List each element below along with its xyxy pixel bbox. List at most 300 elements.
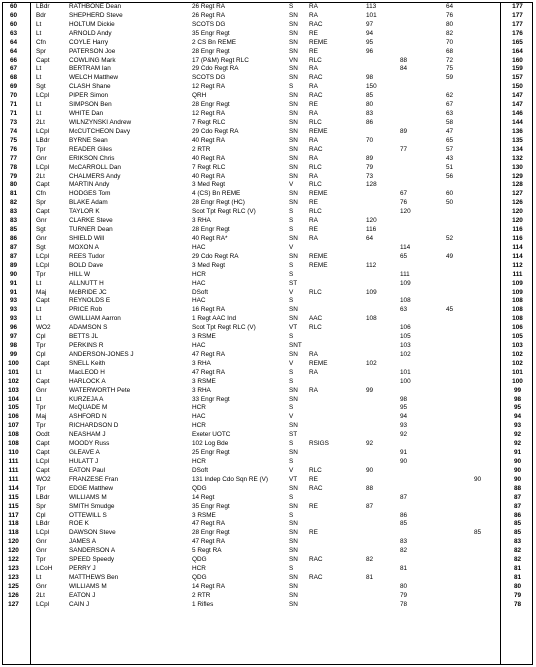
position-cell: 97 bbox=[9, 333, 18, 341]
rank-cell: Gnr bbox=[36, 538, 47, 546]
score-2-cell: 83 bbox=[400, 538, 408, 546]
rank-cell: Lt bbox=[36, 306, 42, 314]
class-cell: SN bbox=[289, 547, 298, 555]
competitor-name-cell: COYLE Harry bbox=[69, 38, 109, 46]
position-cell: 85 bbox=[9, 226, 18, 234]
table-row bbox=[3, 297, 532, 306]
position-cell: 70 bbox=[9, 92, 18, 100]
unit-cell: 3 RHA bbox=[192, 217, 211, 225]
corps-cell: RE bbox=[309, 29, 318, 37]
score-2-cell: 85 bbox=[400, 520, 408, 528]
unit-cell: 35 Engr Regt bbox=[192, 29, 230, 37]
unit-cell: 28 Engr Regt bbox=[192, 47, 230, 55]
table-row bbox=[3, 494, 532, 503]
unit-cell: 47 Regt RA bbox=[192, 350, 226, 358]
score-2-cell: 102 bbox=[400, 350, 411, 358]
total-cell: 105 bbox=[512, 333, 523, 341]
total-cell: 109 bbox=[512, 279, 523, 287]
total-cell: 177 bbox=[512, 3, 523, 10]
rank-cell: Cpl bbox=[36, 350, 46, 358]
rank-cell: Capt bbox=[36, 466, 50, 474]
total-cell: 90 bbox=[513, 475, 522, 483]
competitor-name-cell: GLEAVE A bbox=[69, 449, 100, 457]
table-row bbox=[3, 137, 532, 146]
total-cell: 108 bbox=[512, 297, 523, 305]
competitor-name-cell: MARTIN Andy bbox=[69, 181, 110, 189]
corps-cell: REME bbox=[309, 38, 328, 46]
unit-cell: QDG bbox=[192, 574, 207, 581]
corps-cell: REME bbox=[309, 359, 328, 367]
unit-cell: HAC bbox=[192, 279, 206, 287]
unit-cell: 4 (CS) Bn REME bbox=[192, 190, 241, 198]
rank-cell: Gnr bbox=[36, 154, 47, 162]
corps-cell: RAC bbox=[309, 574, 323, 581]
position-cell: 122 bbox=[8, 556, 19, 564]
rank-cell: Ocdt bbox=[36, 431, 50, 439]
total-cell: 150 bbox=[512, 83, 523, 91]
table-row bbox=[3, 235, 532, 244]
competitor-name-cell: ERIKSON Chris bbox=[69, 154, 115, 162]
class-cell: S bbox=[289, 3, 294, 10]
position-cell: 120 bbox=[8, 538, 19, 546]
score-3-cell: 58 bbox=[446, 118, 454, 126]
rank-cell: Tpr bbox=[36, 422, 46, 430]
table-row bbox=[3, 449, 532, 458]
table-row bbox=[3, 262, 532, 271]
competitor-name-cell: EDGE Matthew bbox=[69, 484, 114, 492]
total-cell: 101 bbox=[512, 368, 523, 376]
table-row bbox=[3, 119, 532, 128]
total-cell: 80 bbox=[513, 582, 522, 590]
score-1-cell: 150 bbox=[366, 83, 377, 91]
competitor-name-cell: CLASH Shane bbox=[69, 83, 111, 91]
unit-cell: 26 Regt RA bbox=[192, 3, 226, 10]
score-3-cell: 68 bbox=[446, 47, 454, 55]
class-cell: S bbox=[289, 404, 294, 412]
table-row bbox=[3, 110, 532, 119]
rank-cell: Capt bbox=[36, 449, 50, 457]
class-cell: VN bbox=[289, 56, 298, 64]
position-cell: 79 bbox=[9, 172, 18, 180]
unit-cell: 26 Regt RA bbox=[192, 11, 226, 19]
competitor-name-cell: GWILLIAM Aarron bbox=[69, 315, 121, 323]
unit-cell: 3 RSME bbox=[192, 377, 216, 385]
unit-cell: 7 Regt RLC bbox=[192, 118, 226, 126]
unit-cell: 35 Engr Regt bbox=[192, 502, 230, 510]
competitor-name-cell: REES Tudor bbox=[69, 252, 105, 260]
rank-cell: LCpl bbox=[36, 127, 50, 135]
unit-cell: QDG bbox=[192, 484, 207, 492]
class-cell: ST bbox=[289, 279, 298, 287]
rank-cell: LBdr bbox=[36, 3, 50, 10]
unit-cell: 40 Regt RA bbox=[192, 136, 226, 144]
rank-cell: Capt bbox=[36, 181, 50, 189]
competitor-name-cell: WILLIAMS M bbox=[69, 493, 107, 501]
unit-cell: 16 Regt RA bbox=[192, 306, 226, 314]
total-cell: 90 bbox=[513, 466, 522, 474]
unit-cell: 2 CS Bn REME bbox=[192, 38, 237, 46]
score-3-cell: 47 bbox=[446, 127, 454, 135]
class-cell: S bbox=[289, 377, 294, 385]
score-1-cell: 97 bbox=[366, 20, 374, 28]
table-row bbox=[3, 333, 532, 342]
competitor-name-cell: SHIELD Will bbox=[69, 234, 105, 242]
table-row bbox=[3, 83, 532, 92]
score-2-cell: 93 bbox=[400, 422, 408, 430]
rank-cell: Sgt bbox=[36, 83, 46, 91]
score-2-cell: 79 bbox=[400, 591, 408, 599]
total-cell: 108 bbox=[512, 315, 523, 323]
table-row bbox=[3, 146, 532, 155]
unit-cell: 47 Regt RA bbox=[192, 538, 226, 546]
total-cell: 87 bbox=[513, 502, 522, 510]
unit-cell: 14 Regt RA bbox=[192, 582, 226, 590]
class-cell: SN bbox=[289, 163, 298, 171]
unit-cell: 14 Regt bbox=[192, 493, 215, 501]
total-cell: 81 bbox=[513, 574, 522, 581]
score-1-cell: 85 bbox=[366, 92, 374, 100]
position-cell: 93 bbox=[9, 306, 18, 314]
position-cell: 108 bbox=[8, 440, 19, 448]
unit-cell: 3 Med Regt bbox=[192, 261, 226, 269]
score-2-cell: 86 bbox=[400, 511, 408, 519]
table-row bbox=[3, 601, 532, 610]
position-cell: 123 bbox=[8, 565, 19, 573]
score-1-cell: 108 bbox=[366, 315, 377, 323]
class-cell: S bbox=[289, 511, 294, 519]
total-cell: 147 bbox=[512, 92, 523, 100]
total-cell: 135 bbox=[512, 136, 523, 144]
table-row bbox=[3, 351, 532, 360]
score-2-cell: 78 bbox=[400, 600, 408, 608]
score-1-cell: 81 bbox=[366, 574, 374, 581]
competitor-name-cell: ANDERSON-JONES J bbox=[69, 350, 134, 358]
class-cell: V bbox=[289, 413, 294, 421]
unit-cell: 7 Regt RLC bbox=[192, 163, 226, 171]
rank-cell: Tpr bbox=[36, 270, 46, 278]
total-cell: 177 bbox=[512, 20, 523, 28]
score-2-cell: 90 bbox=[400, 458, 408, 466]
total-cell: 159 bbox=[512, 65, 523, 73]
table-row bbox=[3, 324, 532, 333]
corps-cell: RA bbox=[309, 217, 318, 225]
table-row bbox=[3, 529, 532, 538]
unit-cell: 28 Engr Regt bbox=[192, 529, 230, 537]
competitor-name-cell: KURZEJA A bbox=[69, 395, 104, 403]
score-3-cell: 80 bbox=[446, 20, 454, 28]
competitor-name-cell: BERTRAM Ian bbox=[69, 65, 111, 73]
unit-cell: 3 RHA bbox=[192, 386, 211, 394]
class-cell: S bbox=[289, 261, 294, 269]
score-1-cell: 109 bbox=[366, 288, 377, 296]
total-cell: 132 bbox=[512, 154, 523, 162]
class-cell: V bbox=[289, 288, 294, 296]
table-row bbox=[3, 199, 532, 208]
position-cell: 93 bbox=[9, 297, 18, 305]
table-row bbox=[3, 253, 532, 262]
position-cell: 120 bbox=[8, 547, 19, 555]
table-row bbox=[3, 208, 532, 217]
rank-cell: Lt bbox=[36, 368, 42, 376]
unit-cell: 17 (P&M) Regt RLC bbox=[192, 56, 249, 64]
class-cell: SN bbox=[289, 422, 298, 430]
table-row bbox=[3, 12, 532, 21]
competitor-name-cell: HARLOCK A bbox=[69, 377, 106, 385]
corps-cell: RA bbox=[309, 350, 318, 358]
corps-cell: RA bbox=[309, 11, 318, 19]
unit-cell: 28 Engr Regt bbox=[192, 226, 230, 234]
score-3-cell: 51 bbox=[446, 163, 454, 171]
score-3-cell: 57 bbox=[446, 145, 454, 153]
corps-cell: REME bbox=[309, 252, 328, 260]
class-cell: SN bbox=[289, 538, 298, 546]
rank-cell: Bdr bbox=[36, 11, 46, 19]
competitor-name-cell: ALLNUTT H bbox=[69, 279, 104, 287]
class-cell: SN bbox=[289, 92, 298, 100]
score-1-cell: 83 bbox=[366, 110, 374, 118]
corps-cell: RA bbox=[309, 83, 318, 91]
corps-cell: RA bbox=[309, 386, 318, 394]
unit-cell: 40 Regt RA bbox=[192, 172, 226, 180]
table-row bbox=[3, 369, 532, 378]
table-row bbox=[3, 65, 532, 74]
position-cell: 60 bbox=[9, 20, 18, 28]
score-1-cell: 95 bbox=[366, 38, 374, 46]
corps-cell: RA bbox=[309, 3, 318, 10]
table-row bbox=[3, 57, 532, 66]
total-cell: 147 bbox=[512, 101, 523, 109]
class-cell: SN bbox=[289, 591, 298, 599]
total-cell: 134 bbox=[512, 145, 523, 153]
score-4-cell: 90 bbox=[474, 475, 482, 483]
score-3-cell: 52 bbox=[446, 234, 454, 242]
competitor-name-cell: MATTHEWS Ben bbox=[69, 574, 119, 581]
position-cell: 86 bbox=[9, 234, 18, 242]
unit-cell: 3 Med Regt bbox=[192, 181, 226, 189]
score-2-cell: 80 bbox=[400, 582, 408, 590]
position-cell: 102 bbox=[8, 377, 19, 385]
rank-cell: Spr bbox=[36, 199, 46, 207]
table-row bbox=[3, 556, 532, 565]
position-cell: 89 bbox=[9, 261, 18, 269]
table-row bbox=[3, 21, 532, 30]
unit-cell: 47 Regt RA bbox=[192, 368, 226, 376]
class-cell: SN bbox=[289, 574, 298, 581]
table-row bbox=[3, 512, 532, 521]
corps-cell: RA bbox=[309, 234, 318, 242]
score-3-cell: 62 bbox=[446, 92, 454, 100]
competitor-name-cell: MOODY Russ bbox=[69, 440, 110, 448]
position-cell: 114 bbox=[8, 484, 19, 492]
position-cell: 127 bbox=[8, 600, 19, 608]
score-2-cell: 63 bbox=[400, 306, 408, 314]
class-cell: SN bbox=[289, 65, 298, 73]
total-cell: 83 bbox=[513, 538, 522, 546]
position-cell: 105 bbox=[8, 404, 19, 412]
unit-cell: SCOTS DG bbox=[192, 20, 226, 28]
score-3-cell: 59 bbox=[446, 74, 454, 82]
position-cell: 60 bbox=[9, 3, 18, 10]
rank-cell: Lt bbox=[36, 65, 42, 73]
score-2-cell: 92 bbox=[400, 431, 408, 439]
unit-cell: 29 Cdo Regt RA bbox=[192, 252, 239, 260]
position-cell: 64 bbox=[9, 47, 18, 55]
corps-cell: RLC bbox=[309, 466, 322, 474]
score-1-cell: 116 bbox=[366, 226, 377, 234]
total-cell: 78 bbox=[513, 600, 522, 608]
position-cell: 110 bbox=[8, 449, 19, 457]
position-cell: 75 bbox=[9, 136, 18, 144]
score-3-cell: 70 bbox=[446, 38, 454, 46]
class-cell: S bbox=[289, 333, 294, 341]
class-cell: SN bbox=[289, 582, 298, 590]
unit-cell: HAC bbox=[192, 297, 206, 305]
class-cell: SN bbox=[289, 145, 298, 153]
competitor-name-cell: COWLING Mark bbox=[69, 56, 116, 64]
total-cell: 92 bbox=[513, 440, 522, 448]
position-cell: 100 bbox=[8, 359, 19, 367]
rank-cell: 2Lt bbox=[36, 118, 45, 126]
class-cell: SN bbox=[289, 190, 298, 198]
corps-cell: RA bbox=[309, 65, 318, 73]
class-cell: SN bbox=[289, 20, 298, 28]
position-cell: 91 bbox=[9, 288, 18, 296]
competitor-name-cell: SIMPSON Ben bbox=[69, 101, 112, 109]
rank-cell: Gnr bbox=[36, 386, 47, 394]
unit-cell: 33 Engr Regt bbox=[192, 395, 230, 403]
score-2-cell: 114 bbox=[400, 243, 411, 251]
position-cell: 63 bbox=[9, 29, 18, 37]
competitor-name-cell: PERKINS R bbox=[69, 342, 104, 350]
class-cell: SN bbox=[289, 11, 298, 19]
unit-cell: 3 RSME bbox=[192, 333, 216, 341]
corps-cell: RE bbox=[309, 47, 318, 55]
total-cell: 160 bbox=[512, 56, 523, 64]
results-table bbox=[2, 2, 533, 665]
class-cell: SN bbox=[289, 172, 298, 180]
unit-cell: 40 Regt RA* bbox=[192, 234, 228, 242]
class-cell: S bbox=[289, 208, 294, 216]
score-2-cell: 103 bbox=[400, 342, 411, 350]
position-cell: 111 bbox=[8, 466, 19, 474]
score-2-cell: 88 bbox=[400, 56, 408, 64]
competitor-name-cell: EATON J bbox=[69, 591, 96, 599]
score-2-cell: 98 bbox=[400, 395, 408, 403]
total-cell: 106 bbox=[512, 324, 523, 332]
class-cell: S bbox=[289, 458, 294, 466]
class-cell: SN bbox=[289, 136, 298, 144]
rank-cell: LCpl bbox=[36, 458, 50, 466]
rank-cell: Lt bbox=[36, 574, 42, 581]
score-3-cell: 64 bbox=[446, 3, 454, 10]
corps-cell: RA bbox=[309, 368, 318, 376]
table-row bbox=[3, 342, 532, 351]
score-3-cell: 65 bbox=[446, 136, 454, 144]
corps-cell: RE bbox=[309, 226, 318, 234]
total-cell: 85 bbox=[513, 529, 522, 537]
score-3-cell: 63 bbox=[446, 110, 454, 118]
table-row bbox=[3, 592, 532, 601]
score-2-cell: 108 bbox=[400, 297, 411, 305]
competitor-name-cell: SHEPHERD Steve bbox=[69, 11, 123, 19]
rank-cell: LCpl bbox=[36, 529, 50, 537]
position-cell: 118 bbox=[8, 520, 19, 528]
class-cell: SN bbox=[289, 306, 298, 314]
competitor-name-cell: SANDERSON A bbox=[69, 547, 116, 555]
table-row bbox=[3, 583, 532, 592]
score-2-cell: 106 bbox=[400, 324, 411, 332]
competitor-name-cell: SNELL Keith bbox=[69, 359, 106, 367]
position-cell: 126 bbox=[8, 591, 19, 599]
total-cell: 99 bbox=[513, 386, 522, 394]
table-row bbox=[3, 387, 532, 396]
corps-cell: RLC bbox=[309, 56, 322, 64]
total-cell: 94 bbox=[513, 413, 522, 421]
table-row bbox=[3, 164, 532, 173]
score-3-cell: 82 bbox=[446, 29, 454, 37]
table-row bbox=[3, 74, 532, 83]
position-cell: 107 bbox=[8, 422, 19, 430]
unit-cell: Exeter UOTC bbox=[192, 431, 231, 439]
rank-cell: Lt bbox=[36, 315, 42, 323]
competitor-name-cell: PRICE Rob bbox=[69, 306, 103, 314]
score-1-cell: 113 bbox=[366, 3, 377, 10]
class-cell: SN bbox=[289, 600, 298, 608]
position-cell: 69 bbox=[9, 83, 18, 91]
corps-cell: RLC bbox=[309, 288, 322, 296]
competitor-name-cell: FRANZESE Fran bbox=[69, 475, 119, 483]
rank-cell: Lt bbox=[36, 74, 42, 82]
total-cell: 165 bbox=[512, 38, 523, 46]
total-cell: 109 bbox=[512, 288, 523, 296]
unit-cell: DSoft bbox=[192, 288, 208, 296]
rank-cell: Spr bbox=[36, 502, 46, 510]
total-cell: 120 bbox=[512, 208, 523, 216]
corps-cell: RLC bbox=[309, 118, 322, 126]
total-cell: 102 bbox=[512, 350, 523, 358]
competitor-name-cell: PIPER Simon bbox=[69, 92, 109, 100]
total-cell: 86 bbox=[513, 511, 522, 519]
unit-cell: HCR bbox=[192, 422, 206, 430]
competitor-name-cell: WHITE Dan bbox=[69, 110, 104, 118]
table-row bbox=[3, 565, 532, 574]
competitor-name-cell: HODGES Tom bbox=[69, 190, 111, 198]
rank-cell: LBdr bbox=[36, 520, 50, 528]
rank-cell: LBdr bbox=[36, 136, 50, 144]
competitor-name-cell: WILLIAMS M bbox=[69, 582, 107, 590]
total-cell: 136 bbox=[512, 127, 523, 135]
score-3-cell: 76 bbox=[446, 11, 454, 19]
score-1-cell: 89 bbox=[366, 154, 374, 162]
competitor-name-cell: PERRY J bbox=[69, 565, 96, 573]
total-cell: 128 bbox=[512, 181, 523, 189]
class-cell: SN bbox=[289, 252, 298, 260]
competitor-name-cell: EATON Paul bbox=[69, 466, 105, 474]
score-2-cell: 95 bbox=[400, 404, 408, 412]
position-cell: 98 bbox=[9, 342, 18, 350]
table-row bbox=[3, 315, 532, 324]
table-row bbox=[3, 190, 532, 199]
score-2-cell: 100 bbox=[400, 377, 411, 385]
competitor-name-cell: JAMES A bbox=[69, 538, 96, 546]
total-cell: 146 bbox=[512, 110, 523, 118]
rank-cell: WO2 bbox=[36, 324, 51, 332]
competitor-name-cell: DAWSON Steve bbox=[69, 529, 116, 537]
corps-cell: RA bbox=[309, 110, 318, 118]
corps-cell: RE bbox=[309, 502, 318, 510]
total-cell: 129 bbox=[512, 172, 523, 180]
total-cell: 81 bbox=[513, 565, 522, 573]
